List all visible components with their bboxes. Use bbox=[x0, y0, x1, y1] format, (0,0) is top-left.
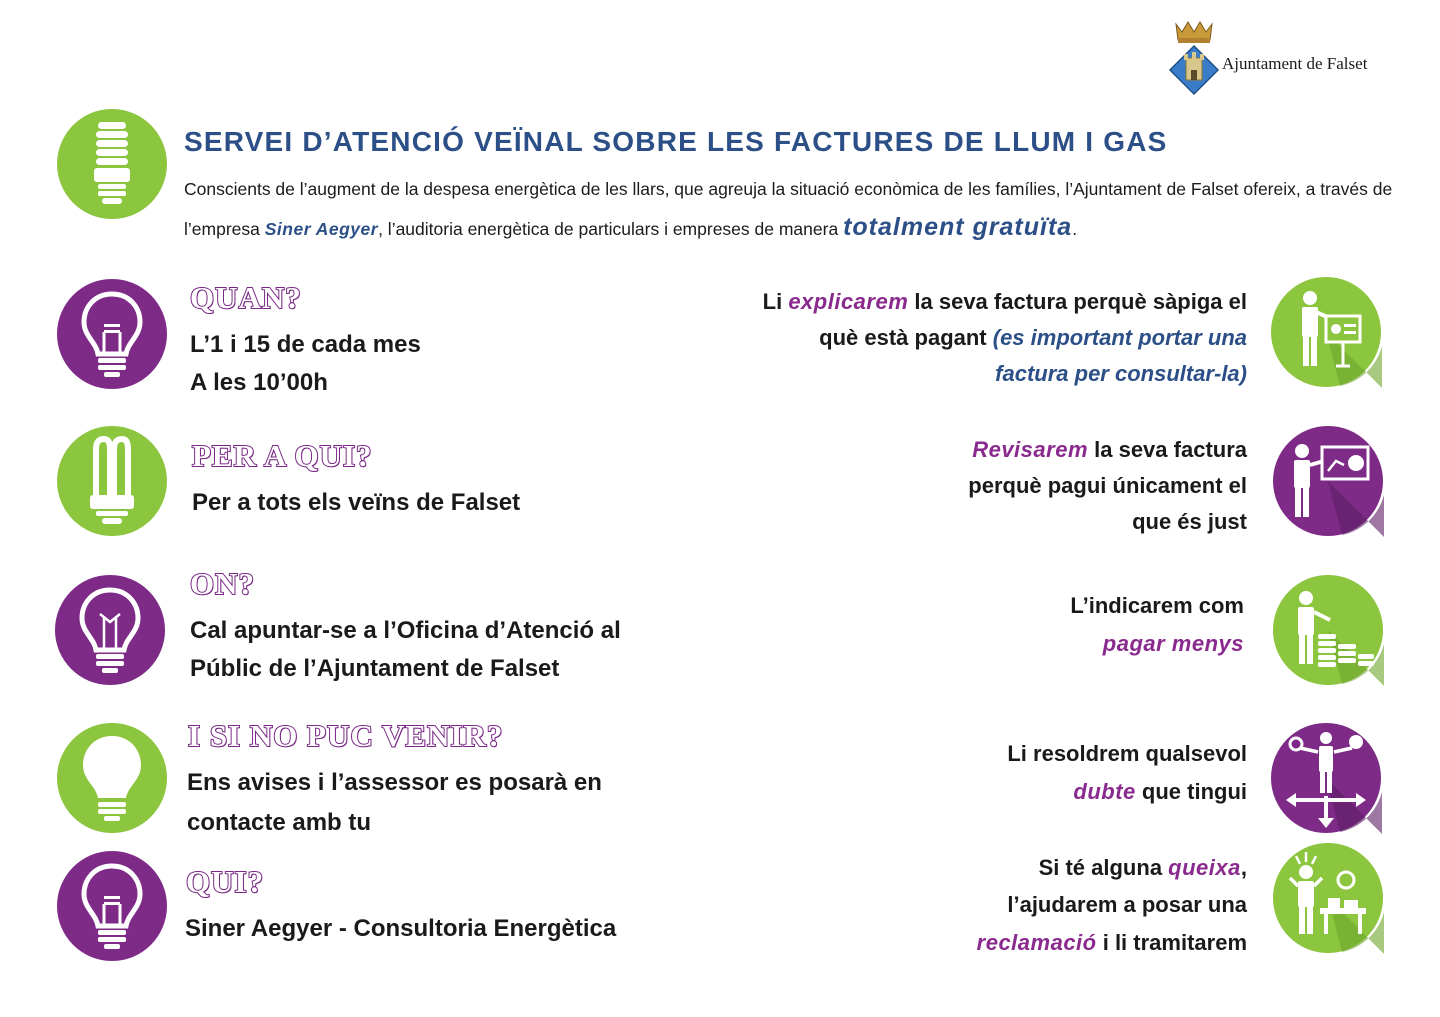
service-review-line2: perquè pagui únicament el bbox=[968, 473, 1247, 498]
review-chart-icon bbox=[1272, 425, 1384, 537]
service-complaint-line1 bbox=[1039, 850, 1247, 886]
intro-text-2: , l’auditoria energètica de particulars i empreses de manera bbox=[378, 219, 839, 239]
answer-who: Siner Aegyer - Consultoria Energètica bbox=[185, 915, 617, 942]
coat-of-arms-icon bbox=[1168, 18, 1220, 98]
tube-bulb-icon bbox=[56, 425, 168, 537]
intro-paragraph bbox=[184, 170, 1404, 248]
service-explain-line2 bbox=[819, 320, 1247, 356]
answer-when-line2: A les 10’00h bbox=[190, 369, 328, 396]
complaint-desk-icon bbox=[1272, 842, 1384, 954]
cfl-bulb-icon bbox=[56, 108, 168, 220]
free-highlight: totalment gratuïta bbox=[843, 213, 1073, 241]
service-pay-less-line1: L’indicarem com bbox=[1070, 593, 1244, 618]
service-explain-line2-text: què està pagant bbox=[819, 325, 993, 350]
presenter-icon bbox=[1270, 276, 1382, 388]
service-resolve-post: que tingui bbox=[1135, 779, 1247, 804]
service-explain-pre: Li bbox=[762, 289, 789, 314]
answer-where-line1: Cal apuntar-se a l’Oficina d’Atenció al bbox=[190, 617, 621, 644]
service-resolve-line1: Li resoldrem qualsevol bbox=[1007, 741, 1247, 766]
service-explain-note1: (es important portar una bbox=[992, 325, 1247, 350]
service-explain-note2: factura per consultar-la) bbox=[995, 361, 1247, 386]
service-complaint-pre: Si té alguna bbox=[1038, 855, 1169, 880]
solid-bulb-icon bbox=[56, 722, 168, 834]
service-resolve-em: dubte bbox=[1073, 779, 1136, 804]
municipal-logo bbox=[1168, 18, 1388, 98]
filament-bulb-icon bbox=[54, 574, 166, 686]
service-complaint-em2: reclamació bbox=[976, 930, 1097, 955]
question-for-whom: PER A QUI? bbox=[192, 438, 373, 473]
bulb-icon bbox=[56, 278, 168, 390]
service-explain-em: explicarem bbox=[788, 289, 909, 314]
service-complaint-line3 bbox=[977, 925, 1247, 961]
decision-arrows-icon bbox=[1270, 722, 1382, 834]
service-complaint-post2: i li tramitarem bbox=[1096, 930, 1247, 955]
answer-for-whom: Per a tots els veïns de Falset bbox=[192, 489, 521, 516]
question-where: ON? bbox=[190, 566, 255, 601]
service-resolve-line2 bbox=[1073, 774, 1247, 810]
company-name: Siner Aegyer bbox=[264, 219, 379, 239]
service-complaint-line2: l’ajudarem a posar una bbox=[1007, 892, 1247, 917]
service-explain-line1 bbox=[763, 284, 1247, 320]
intro-period: . bbox=[1072, 219, 1078, 239]
intro-text-1: Conscients de l’augment de la despesa energètica de les llars, que agreuja la situació econòmica de les famílies, l’Ajuntament de Falset ofereix, a través de l’empresa bbox=[184, 179, 1393, 239]
question-when: QUAN? bbox=[190, 280, 302, 315]
service-complaint-em: queixa bbox=[1168, 855, 1241, 880]
coins-savings-icon bbox=[1272, 574, 1384, 686]
question-who: QUI? bbox=[186, 864, 265, 899]
bulb-icon bbox=[56, 850, 168, 962]
logo-text: Ajuntament de Falset bbox=[1222, 54, 1368, 73]
answer-where-line2: Públic de l’Ajuntament de Falset bbox=[190, 655, 560, 682]
service-pay-less-em: pagar menys bbox=[1102, 631, 1244, 656]
service-explain-post: la seva factura perquè sàpiga el bbox=[908, 289, 1247, 314]
answer-cannot-come-line1: Ens avises i l’assessor es posarà en bbox=[187, 769, 602, 796]
service-complaint-post: , bbox=[1240, 855, 1247, 880]
service-review-line3: que és just bbox=[1132, 509, 1247, 534]
answer-cannot-come-line2: contacte amb tu bbox=[187, 809, 372, 836]
answer-when-line1: L’1 i 15 de cada mes bbox=[190, 331, 421, 358]
service-review-line1 bbox=[972, 432, 1247, 468]
page-title: SERVEI D’ATENCIÓ VEÏNAL SOBRE LES FACTURES DE LLUM I GAS bbox=[184, 126, 1168, 157]
service-review-post: la seva factura bbox=[1088, 437, 1247, 462]
service-review-em: Revisarem bbox=[972, 437, 1089, 462]
question-cannot-come: I SI NO PUC VENIR? bbox=[188, 718, 504, 753]
